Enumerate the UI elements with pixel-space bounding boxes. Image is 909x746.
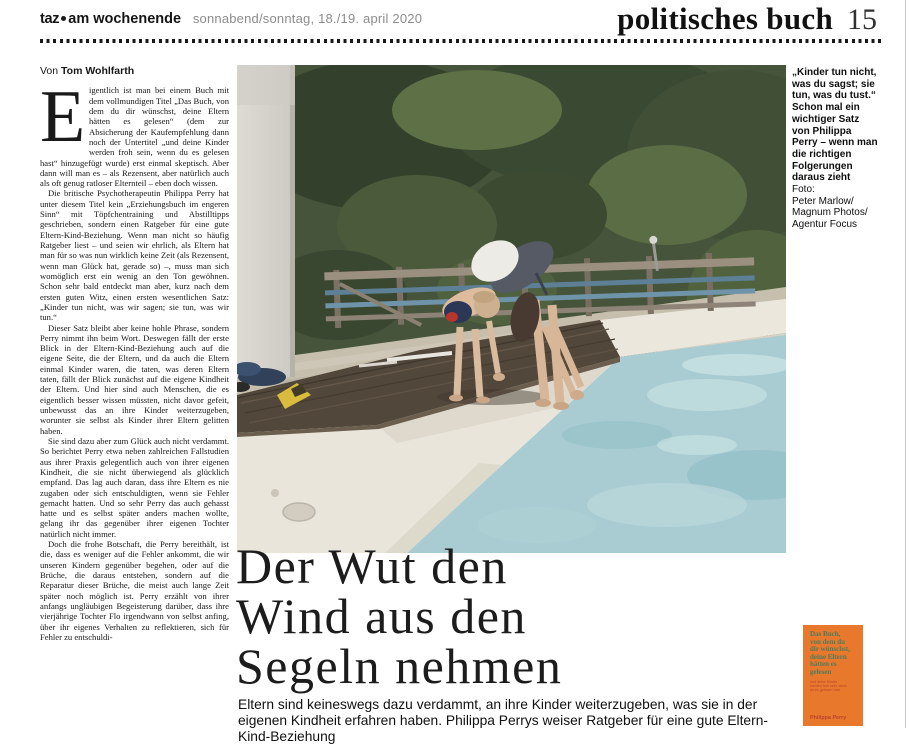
- book-title-line: von dem du: [810, 637, 846, 646]
- credit-line: Magnum Photos/: [792, 207, 868, 219]
- section-title: politisches buch: [617, 1, 833, 36]
- book-subtitle-line: und deine Kinder: [810, 679, 838, 684]
- paragraph: Sie sind dazu aber zum Glück auch nicht verdammt. So berichtet Perry etwa neben zahlreichen Fallstudien aus ihrer Praxis gelegentlich auch von ihrer eigenen Kindheit, die sie nicht überwiegend als glücklich empfand. Das lag auch daran, dass ihre Eltern es nie zugaben oder sich entschuldigten, wenn sie Fehler gemacht hatten. Und so sehr Perry das auch gehasst hatte und es selbst später anders machen wollte, gelang ihr das gegenüber ihrer eigenen Tochter natürlich nicht immer.: [40, 435, 229, 539]
- pool-photo: [237, 65, 786, 553]
- caption-line: die richtigen: [792, 148, 852, 160]
- caption-line: von Philippa: [792, 125, 852, 137]
- paragraph: Dieser Satz bleibt aber keine hohle Phrase, sondern Perry nimmt ihn beim Wort. Deswegen fällt der erste Blick in der Eltern-Kind-Beziehung auch auf die eigene Seite, die der Eltern, und da auch die Eltern einmal Kinder waren, die taten, was deren Eltern taten, fällt der Blick zunächst auf die eigene Kindheit der Eltern. Und hier sind auch Menschen, die es eigentlich besser wissen müssten, nicht davor gefeit, unbewusst das an ihre Kinder weiterzugeben, worunter sie selbst als Kinder ihrer Eltern gelitten haben.: [40, 322, 229, 436]
- paragraph: [40, 76, 229, 189]
- byline-author: Tom Wohlfarth: [61, 66, 135, 77]
- headline-line: Segeln nehmen: [236, 638, 563, 694]
- headline-line: Wind aus den: [236, 588, 527, 644]
- caption-line: Perry – wenn man: [792, 137, 878, 149]
- drop-cap: E: [40, 76, 86, 159]
- caption-line: wichtiger Satz: [792, 113, 860, 125]
- book-subtitle: [810, 680, 859, 693]
- book-author: Philippa Perry: [810, 715, 847, 721]
- caption-line: Folgerungen: [792, 160, 853, 172]
- book-title-line: hätten es: [810, 660, 837, 669]
- building-wall: [237, 65, 295, 377]
- book-title-line: Das Buch,: [810, 630, 841, 638]
- book-title-line: dir wünschst,: [810, 645, 850, 654]
- byline: [40, 66, 229, 76]
- issue-date: sonnabend/sonntag, 18./19. april 2020: [192, 11, 423, 26]
- book-title-line: gelesen: [810, 667, 832, 676]
- pool-photo-art: [237, 65, 786, 553]
- headline: [236, 538, 563, 694]
- caption-line: was du sagst; sie: [792, 78, 875, 90]
- byline-prefix: Von: [40, 66, 62, 77]
- masthead-suffix: am wochenende: [68, 11, 182, 27]
- dotted-rule: [40, 39, 881, 43]
- photo-credit: [792, 184, 889, 231]
- page-edge-rule: [905, 0, 906, 728]
- page-number: 15: [847, 3, 877, 36]
- book-cover: [803, 625, 863, 726]
- paragraph: Die britische Psychotherapeutin Philippa Perry hat unter diesem Titel kein „Erziehungsbuch im engeren Sinn“ mit Töpfchentraining und Abstilltipps geschrieben, sondern einen Ratgeber für eine gute Eltern-Kind-Beziehung. Wenn man nicht so häufig Ratgeber liest – und seien wir ehrlich, als Eltern hat man für so was nun wirklich keine Zeit (als Rezensent, wenn man Glück hat, gerade so) –, muss man sich womöglich erst ein wenig an den Ton gewöhnen. Schon sehr bald entdeckt man aber, kurz nach dem ersten guten Witz, einen ersten wesentlichen Satz: „Kinder tun nicht, was wir sagen; sie tun, was wir tun.“: [40, 188, 229, 323]
- caption-line: tun, was du tust.“: [792, 90, 876, 102]
- article-body-column: [40, 66, 229, 728]
- standfirst: Eltern sind keineswegs dazu verdammt, an ihre Kinder weiterzugeben, was sie in der eigenen Kindheit erfahren haben. Philippa Perrys weiser Ratgeber für eine gute Eltern-Kind-Beziehung: [238, 697, 768, 745]
- paragraph: Doch die frohe Botschaft, die Perry bereithält, ist die, dass es weniger auf die Fehler ankommt, die wir unseren Kindern gegenüber begehen, oder auf die Brüche, die daraus entstehen, sondern auf die Reparatur dieser Brüche, die meist auch lange Zeit später noch möglich ist. Perry erzählt von ihrer anfangs ungläubigen Begeisterung darüber, dass ihre vierjährige Tochter Flo irgendwann von selbst anfing, über ihr eigenes Verhalten zu reflektieren, sich für Fehler zu entschuldi-: [40, 539, 229, 642]
- credit-line: Agentur Focus: [792, 219, 858, 231]
- credit-line: Peter Marlow/: [792, 195, 854, 207]
- credit-line: Foto:: [792, 184, 815, 196]
- photo-caption: [792, 67, 889, 231]
- taz-logo: taz: [40, 11, 60, 27]
- masthead: [40, 11, 422, 27]
- caption-line: Schon mal ein: [792, 102, 860, 114]
- caption-line: „Kinder tun nicht,: [792, 67, 877, 78]
- caption-quote: [792, 67, 889, 184]
- paragraph-text: igentlich ist man bei einem Buch mit dem vollmundigen Titel „Das Buch, von dem du dir wünschst, deine Eltern hätten es gelesen“ (dem zur Absicherung der Kaufempfehlung dann noch der Untertitel „und deine Kinder werden froh sein, wenn du es gelesen hast“ hinzugefügt wurde) erst einmal skeptisch. Aber dann will man es – als Rezensent, aber natürlich auch als oft genug ratloser Elternteil – eben doch wissen.: [40, 85, 229, 189]
- book-title: [810, 631, 859, 677]
- taz-paw-icon: [61, 16, 66, 21]
- book-subtitle-line: werden froh sein, wenn: [810, 683, 848, 688]
- book-subtitle-line: du es gelesen hast: [810, 688, 841, 693]
- section-header: [617, 1, 877, 37]
- book-title-line: deine Eltern: [810, 652, 847, 661]
- headline-line: Der Wut den: [236, 538, 508, 594]
- caption-line: daraus zieht: [792, 172, 851, 184]
